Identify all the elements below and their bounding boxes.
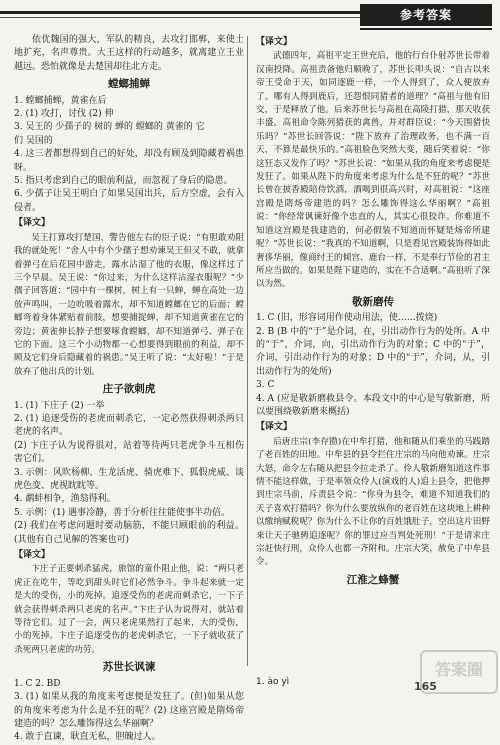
left-column — [14, 34, 244, 745]
answer-line: 2. B (B 中的“于”是介词，在，引出动作行为的处所。A 中的“于”，介词，向，引出动作行为的对象；C 中的“于”，介词，引出动作行为的对象；D 中的“于”，介词，从，引出动作行为的处所) — [256, 326, 490, 377]
answer-line: 4. 鹬蚌相争，渔翁得利。 — [14, 494, 116, 505]
answer-line: 1. C 2. BD — [14, 678, 61, 689]
page-number: 165 — [414, 680, 437, 693]
answer-line: (2) 卞庄子认为说得很对，站着等待两只老虎争斗互相伤害它们。 — [14, 440, 244, 465]
translation-tag: 【译文】 — [14, 550, 51, 561]
answer-line: 1. C (旧，形容词用作使动用法，使……拨烧) — [256, 313, 438, 324]
header-rule-thick — [0, 11, 360, 14]
intro-paragraph: 依优魏国的强大，军队的精良，去攻打邯郸，来使土地扩充，名声尊贵。大王这样的行动越多，就离建立王业越远。恐怕就像是去楚国却往北方走。 — [14, 35, 244, 72]
header-rule-thin — [0, 17, 360, 18]
watermark-logo: 答案圈 — [420, 650, 498, 694]
translation-paragraph: 武德四年，高祖平定王世充后，他的行台仆射苏世长带着汉南投降。高祖责备他归顺晚了，苏世长叩头说：“自古以来帝王受命于天，如同逐鹿一样，一个人得到了，众人便放弃了。哪有人得到鹿后，还怨恨同猎者的道理？”高祖与他有旧交，于是释放了他。后来苏世长与高祖在高陵打猎，那天收获丰盛，高祖命令陈列猎获的禽兽，并对群臣说：“今天围猎快乐吗？”苏世长回答说：“陛下放弃了治理政务，也不满一百天，不算是最快乐的。”高祖脸色突然大变，随后笑着说：“你这狂态又发作了吗？”苏世长说：“如果从我的角度来考虑便是发狂了。如果从陛下的角度来考虑为什么是不狂的呢？”苏世长曾在披香殿陪侍饮酒，酒喝到很高兴时，对高祖说：“这座宫殿是隋炀帝建造的吗？怎么雕饰得这么华丽啊？”高祖说：“你经常讽谏好像个忠直的人，其实心很狡诈。你难道不知道这宫殿是我建造的，何必假装不知道而怀疑是炀帝所建呢？”苏世长说：“我真的不知道啊，只是看见宫殿装饰得如此奢侈华丽，像商纣王的倾宫、鹿台一样，不是奉行节俭的君主所应当做的。如果是陛下建造的，实在不合适啊。”高祖听了深以为然。 — [256, 51, 490, 290]
section-title-sushizhang: 苏世长讽谏 — [102, 661, 156, 674]
answer-line: 5. 指只考虑到自己的眼前利益，而忽视了身后的隐患。 — [14, 176, 233, 187]
answer-line: 3. C — [256, 380, 275, 391]
answer-line: 们 吴国的 — [14, 135, 53, 146]
answer-line: 3. 示例：风吹杨柳、生龙活虎、骑虎难下、狐假虎威、谈虎色变、虎视眈眈等。 — [14, 467, 244, 491]
section-title-jingxinmo: 敬新磨传 — [352, 295, 394, 308]
section-banner: 参考答案 — [360, 4, 492, 26]
translation-tag: 【译文】 — [256, 422, 293, 433]
column-divider — [247, 36, 248, 666]
section-title-mantis: 螳螂捕蝉 — [108, 78, 150, 91]
answer-line: (2) 我们在考虑问题时要动脑筋，不能只顾眼前的利益。(其他有自己见解的答案也可) — [14, 521, 244, 545]
answer-line: 4. 敢于直谏，耿直无私，胆魄过人。 — [14, 732, 161, 743]
translation-paragraph: 卞庄子正要刺杀猛虎，旅馆的童仆阻止他，说：“两只老虎正在吃牛，等吃到甜头时它们必然争斗。争斗起来就一定是大的受伤，小的死掉。追逐受伤的老虎而刺杀它，一下子就会获得刺杀两只老虎的名声。”卞庄子认为说得对，就站着等待它们。过了一会，两只老虎果然打了起来，大的受伤，小的死掉。卞庄子追逐受伤的老虎刺杀它，一下子就收获了杀死两只老虎的功劳。 — [14, 564, 244, 655]
translation-tag: 【译文】 — [14, 218, 51, 229]
translation-paragraph: 后唐庄宗(李存勖)在中牟打猎，他和随从们乘坐的马践踏了老百姓的田地。中牟县的县令拦住庄宗的马向他劝谏。庄宗大怒，命令左右随从把县令拉走杀了。伶人敬新磨知道这件事情不能这样做，于是率领众伶人(演戏的人)追上县令，把他押到庄宗马前，斥责县令说：“你身为县令，难道不知道我们的天子喜欢打猎吗？你为什么要放纵你的老百姓在这块地上耕种以缴纳赋税呢？你为什么不让你的百姓饿肚子，空出这片田野来让天子驰骋追逐呢？你的罪过应当判处死刑！”于是请求庄宗赶快行刑，众伶人也都一齐附和。庄宗大笑，赦免了中牟县令。 — [256, 436, 490, 568]
section-title-zhuangzi: 庄子欲刺虎 — [102, 383, 156, 396]
section-title-jianghuai: 江淮之蜂蟹 — [346, 573, 400, 586]
answer-line: 1. 螳螂捕蝉，黄雀在后 — [14, 95, 107, 106]
answer-line: 5. 示例：(1) 遇事冷静，善于分析往往能使事半功倍。 — [14, 507, 231, 518]
answer-line: 3. (1) 如果从我的角度来考虑便是发狂了。(但)如果从您的角度来考虑为什么是不狂的呢？(2) 这座宫殿是隋炀帝建造的吗？怎么雕饰得这么华丽啊？ — [14, 692, 244, 729]
right-column — [256, 34, 490, 590]
translation-paragraph: 吴王打算攻打楚国，警告他左右的臣子说：“有胆敢劝阻我的就处死！”舍人中有个少孺子想劝谏吴王但又不敢，就拿着弹弓在后花园中游走，露水沾湿了他的衣服，像这样过了三个早晨。吴王说：“你过来，为什么这样沾湿衣服呢？”少孺子回答道：“园中有一棵树，树上有一只蝉，蝉在高处一边放声鸣叫，一边吮吸着露水，却不知道螳螂在它的后面；螳螂弯着身体紧贴着前肢，想要捕捉蝉，却不知道黄雀在它的旁边；黄雀伸长脖子想要啄食螳螂，却不知道弹弓、弹子在它的下面。这三个小动物都一心想要得到眼前的利益，却不顾及它们身后隐藏着的祸患。”吴王听了说：“太好啦！”于是放弃了他出兵的计划。 — [14, 232, 244, 377]
answer-line: 6. 少孺子让吴王明白了如果吴国出兵，后方空虚，会有入侵者。 — [14, 189, 244, 213]
translation-tag: 【译文】 — [256, 37, 293, 47]
answer-line: 2. (1) 追逐受伤的老虎而刺杀它，一定必然获得刺杀两只老虎的名声。 — [14, 413, 244, 438]
footer-answer-line: 1. ào yì — [256, 677, 290, 687]
answer-line: 2. (1) 攻打，讨伐 (2) 伸 — [14, 109, 114, 120]
answer-line: 1. (1) 下庄子 (2) 一举 — [14, 400, 105, 411]
answer-line: 4. 这三者都想得到自己的好处，却没有顾及到隐藏着祸患呀。 — [14, 149, 244, 173]
page-header — [0, 0, 500, 30]
answer-line: 3. 吴王的 少孺子的 树的 蝉的 螳螂的 黄雀的 它 — [14, 122, 205, 133]
answer-line: 4. A (应是敬新磨救县令。本段文中的中心是写敬新磨，所以要围绕敬新磨来概括) — [256, 393, 490, 417]
